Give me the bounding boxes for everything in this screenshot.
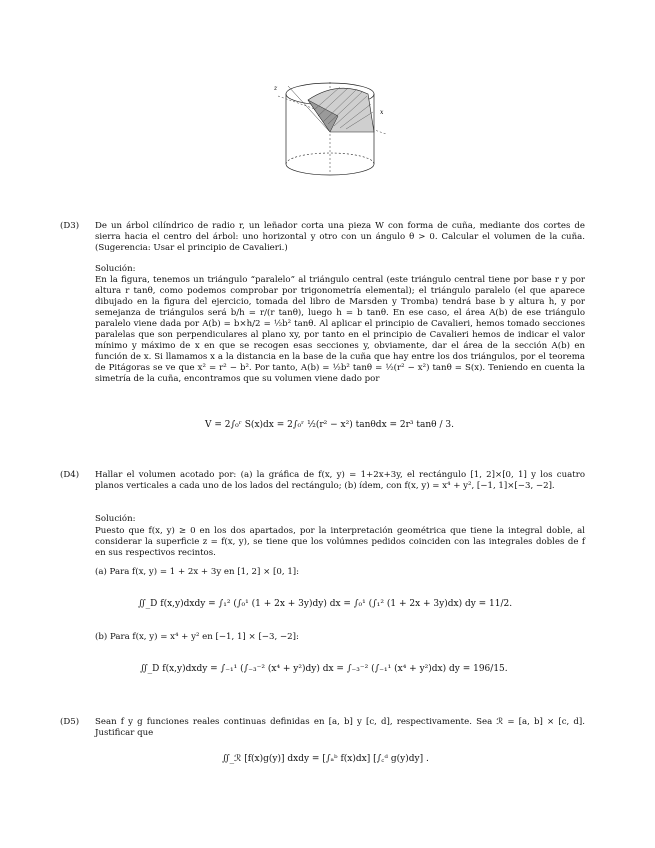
problem-d5-formula: ∬_ℛ [f(x)g(y)] dxdy = [∫ₐᵇ f(x)dx] [∫꜀ᵈ g(y)dy] . [222,754,429,764]
problem-d4-formula-b: ∬_D f(x,y)dxdy = ∫₋₁¹ (∫₋₃⁻² (x⁴ + y²)dy) dx = ∫₋₃⁻² (∫₋₁¹ (x⁴ + y²)dx) dy = 196/15. [140,664,508,674]
problem-d4-solution-heading: Solución: [95,514,136,524]
problem-d4-part-b: (b) Para f(x, y) = x⁴ + y² en [−1, 1] × [−3, −2]: [95,632,299,642]
wedge-figure [268,74,396,182]
problem-d4-formula-a: ∬_D f(x,y)dxdy = ∫₁² (∫₀¹ (1 + 2x + 3y)dy) dx = ∫₀¹ (∫₁² (1 + 2x + 3y)dx) dy = 11/2. [138,599,513,609]
problem-d4-part-a: (a) Para f(x, y) = 1 + 2x + 3y en [1, 2] × [0, 1]: [95,567,300,577]
problem-d4-solution: Puesto que f(x, y) ≥ 0 en los dos apartados, por la interpretación geométrica que tiene la integral doble, al considerar la superficie z = f(x, y), se tiene que los volúmnes pedidos coinciden con las integrales dobles de f en sus respectivos recintos. [95,526,585,558]
axis-label-x: x [380,109,384,116]
problem-d4-label: (D4) [60,470,80,480]
problem-d5-label: (D5) [60,717,80,727]
problem-d3-solution-heading: Solución: [95,264,136,274]
problem-d3-solution: En la figura, tenemos un triángulo “paralelo” al triángulo central (este triángulo central tiene por base r y por altura r tanθ, como podemos comprobar por trigonometría elemental); el triángulo paralelo (el que aparece dibujado en la figura del ejercicio, tomada del libro de Marsden y Tromba) tendrá base b y altura h, y por semejanza de triángulos será b/h = r/(r tanθ), luego h = b tanθ. En ese caso, el área A(b) de ese triángulo paralelo viene dada por A(b) = b×h/2 = ½b² tanθ. Al aplicar el principio de Cavalieri, hemos tomado secciones paralelas que son perpendiculares al plano xy, por tanto en el principio de Cavalieri hemos de indicar el valor mínimo y máximo de x en que se recogen esas secciones y, obviamente, dar el área de la sección A(b) en función de x. Si llamamos x a la distancia en la base de la cuña que hay entre los dos triángulos, por el teorema de Pitágoras se ve que x² = r² − b². Por tanto, A(b) = ½b² tanθ = ½(r² − x²) tanθ = S(x). Teniendo en cuenta la simetría de la cuña, encontramos que su volumen viene dado por [95,275,585,384]
axis-label-z: z [274,85,278,92]
problem-d3-formula: V = 2∫₀ʳ S(x)dx = 2∫₀ʳ ½(r² − x²) tanθdx = 2r³ tanθ / 3. [205,420,454,430]
problem-d3-label: (D3) [60,221,80,231]
problem-d4-statement: Hallar el volumen acotado por: (a) la gráfica de f(x, y) = 1+2x+3y, el rectángulo [1, 2]×[0, 1] y los cuatro planos verticales a cada uno de los lados del rectángulo; (b) ídem, con f(x, y) = x⁴ + y², [−1, 1]×[−3, −2]. [95,470,585,491]
problem-d5-statement: Sean f y g funciones reales continuas definidas en [a, b] y [c, d], respectivamente. Sea ℛ = [a, b] × [c, d]. Justificar que [95,717,585,738]
problem-d3-statement: De un árbol cilíndrico de radio r, un leñador corta una pieza W con forma de cuña, mediante dos cortes de sierra hacia el centro del árbol: uno horizontal y otro con un ángulo θ > 0. Calcular el volumen de la cuña. (Sugerencia: Usar el principio de Cavalieri.) [95,221,585,253]
